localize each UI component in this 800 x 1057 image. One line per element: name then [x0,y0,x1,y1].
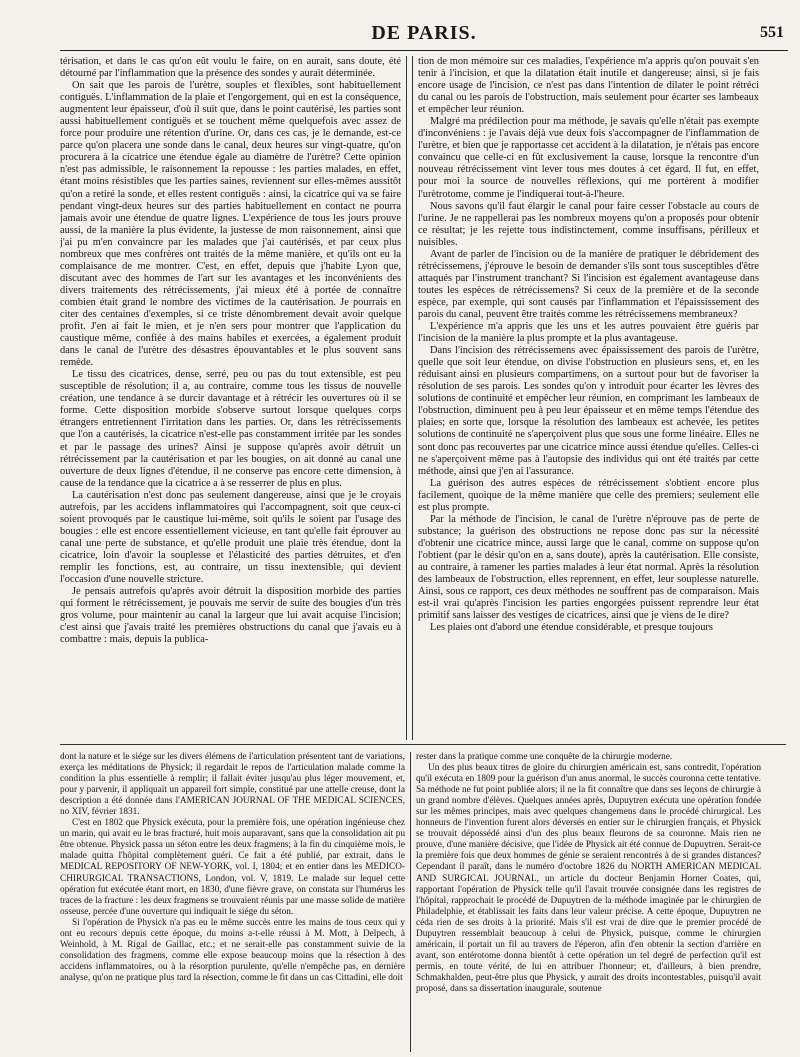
page-number: 551 [760,24,784,41]
column-divider [410,752,411,1052]
paragraph: térisation, et dans le cas qu'on eût voulu le faire, on en aurait, sans doute, été détourné par l'inflammation que la présence des sondes y aurait déterminée. [60,56,401,80]
paragraph: Malgré ma prédilection pour ma méthode, je savais qu'elle n'était pas exempte d'inconvéniens : je l'avais déjà vue deux fois s'accompagner de l'inflammation de l'urètre, et bien que je rapportasse cet accident à la dilatation, je n'étais pas encore convaincu que celle-ci en fût exclusivement la cause, lorsque la rencontre d'un nouveau rétrécissement vint lever tous mes doutes à cet égard. Il fut, en effet, pour moi la source de nouvelles réflexions, qui me portèrent à modifier l'urètrotome, comme je l'indiquerai tout-à-l'heure. [418,116,759,200]
paragraph: C'est en 1802 que Physick exécuta, pour la première fois, une opération ingénieuse chez un marin, qui avait eu le bras fracturé, huit mois auparavant, sans que la consolidation ait pu être obtenue. Physick passa un séton entre les deux fragmens; à la fin du cinquième mois, le malade quitta l'hôpital complètement guéri. Ce fait a été publié, par extrait, dans le MEDICAL REPOSITORY OF NEW-YORK, vol. I, 1804; et en entier dans les MEDICO-CHIRURGICAL TRANSACTIONS, London, vol. V, 1819. Le malade sur lequel cette opération fut exécutée étant mort, en 1830, d'une fièvre grave, on constata sur l'humérus les traces de la fracture : les deux fragmens se trouvaient réunis par une masse solide de matière osseuse, percée d'une ouverture qui indiquait le siége du séton. [60,818,405,917]
section-divider [60,744,786,745]
column-divider [406,56,413,740]
paragraph: Si l'opération de Physick n'a pas eu le même succès entre les mains de tous ceux qui y ont eu recours depuis cette époque, du moins a-t-elle réussi à M. Mott, à Delpech, à Weinhold, à M. Rigal de Gaillac, etc.; et ne serait-elle pas constamment suivie de la consolidation des fragmens, comme elle expose beaucoup moins que la résection à des accidens inflammatoires, ou à la résorption purulente, qu'elle n'empêche pas, en dernière analyse, qu'on ne pratique plus tard la résection, comme le fit dans un cas Cittadini, elle doit [60,917,405,983]
feuilleton-column-left [60,752,405,1052]
main-article [60,56,786,740]
paragraph: tion de mon mémoire sur ces maladies, l'expérience m'a appris qu'on pouvait s'en tenir à l'incision, et que la dilatation était inutile et dangereuse; ainsi, si je fais encore usage de l'incision, ce n'est pas dans l'intention de dilater le point rétréci du canal ou les parois de l'obstruction, mais seulement pour écarter ses lambeaux et empêcher leur réunion. [418,56,759,116]
paragraph: Les plaies ont d'abord une étendue considérable, et presque toujours [430,622,713,634]
column-left [60,56,401,740]
paragraph: L'expérience m'a appris que les uns et les autres pouvaient être guéris par l'incision de la manière la plus prompte et la plus avantageuse. [418,321,759,345]
page-title: DE PARIS. [371,22,477,44]
paragraph: Le tissu des cicatrices, dense, serré, peu ou pas du tout extensible, est peu susceptible de résolution; il a, au contraire, comme tous les tissus de nouvelle création, une tendance à se durcir davantage et à rétrécir les ouvertures où il se forme. Cette disposition morbide s'observe surtout lorsque quelques corps étrangers entretiennent l'irritation dans les parties. Or, dans les rétrécissements que l'on a cautérisés, la cicatrice n'est-elle pas constamment irritée par les sondes et par le passage des urines? Ainsi je suppose qu'après avoir détruit un rétrécissement par la cautérisation et par les bougies, on ait donné au canal une ouverture de deux lignes d'étendue, il ne conserve pas encore cette dimension, à cause de la tendance que la cicatrice a à se resserrer de plus en plus. [60,369,401,489]
feuilleton-column-right [416,752,761,1052]
page-header [60,8,788,51]
paragraph: La guérison des autres espèces de rétrécissement s'obtient encore plus facilement, quoique de la même manière que celle des premiers; seulement elle est plus prompte. [418,477,759,513]
paragraph: Nous savons qu'il faut élargir le canal pour faire cesser l'obstacle au cours de l'urine. Je ne rappellerai pas les nombreux moyens qu'on a proposés pour obtenir ce résultat; je les rejette tous indistinctement, comme insuffisans, périlleux et nuisibles. [418,200,759,248]
feuilleton [60,752,786,1052]
paragraph: rester dans la pratique comme une conquête de la chirurgie moderne. [416,752,673,762]
paragraph: Un des plus beaux titres de gloire du chirurgien américain est, sans contredit, l'opération qu'il exécuta en 1809 pour la guérison d'un anus anormal, le succès couronna cette tentative. Sa méthode ne fut point publiée alors; il ne la fit connaître que dans ses leçons de chirurgie à un grand nombre d'élèves. Quelques années après, Dupuytren exécuta une opération fondée sur les mêmes principes, mais avec quelques changemens dans le procédé chirurgical. Les honneurs de l'invention furent alors déversés en entier sur le chirurgien français, et Physick se trouvait dépossédé ainsi d'un des plus beaux fleurons de sa couronne. Mais rien ne prouve, d'une manière décisive, que l'idée de Physick ait été connue de Dupuytren. Serait-ce la première fois que deux hommes de génie se seraient rencontrés à de si grandes distances? Cependant il paraît, dans le numéro d'octobre 1826 du NORTH AMERICAN MEDICAL AND SURGICAL JOURNAL, un article du docteur Benjamin Horner Coates, qui, rapportant l'opération de Physick telle qu'il l'avait trouvée consignée dans les registres de l'hôpital, rapprochait le procédé de Dupuytren de la méthode imaginée par le chirurgien de Philadelphie, et établissait les faits dans leur valeur précise. A cette époque, Dupuytren ne céda rien de ses droits à la priorité. Mais s'il est vrai de dire que le premier procédé de Dupuytren ressemblait beaucoup à celui de Physick, puisque, comme le chirurgien américain, il portait un fil au travers de l'éperon, afin d'en obtenir la section d'arrière en avant, son entérotome donna bientôt à cette opération un tel degré de perfection qu'il est permis, en toute vérité, de lui en attribuer l'honneur; et, d'ailleurs, à bien prendre, Schmakhalden, peut-être plus que Physick, y aurait des droits incontestables, puisqu'il avait proposé, dans sa dissertation inaugurale, soutenue [416,763,761,994]
paragraph: Par la méthode de l'incision, le canal de l'urètre n'éprouve pas de perte de substance; la guérison des obstructions ne repose donc pas sur la nécessité d'obtenir une cicatrice mince, aussi large que le canal, comme on suppose qu'on l'obtient (par le désir qu'on en a, sans doute), après la cautérisation. Elle consiste, au contraire, à ramener les parties malades à leur état normal. Après la résolution des lambeaux de l'obstruction, elles reprennent, en effet, leur souplesse naturelle. Ainsi, sous ce rapport, ces deux méthodes ne souffrent pas de comparaison. Mais est-il vrai qu'après l'incision les parties engorgées puissent reprendre leur état primitif sans laisser des vestiges de cicatrices, ainsi que je viens de le dire? [418,513,759,622]
paragraph: dont la nature et le siége sur les divers élémens de l'articulation présentent tant de variations, exerça les méditations de Physick; il regardait le repos de l'articulation malade comme la condition la plus essentielle à remplir; il fallait éviter jusqu'au plus léger mouvement, et, pour y parvenir, il appliquait un appareil fort simple, constitué par une attelle creuse, dont la description a été donnée dans l'AMERICAN JOURNAL OF THE MEDICAL SCIENCES, no XIV, février 1831. [60,752,405,818]
paragraph: Je pensais autrefois qu'après avoir détruit la disposition morbide des parties qui forment le rétrécissement, je pouvais me servir de suite des bougies d'un très gros volume, pour maintenir au canal la largeur que lui avait acquise l'incision; c'est ainsi que j'avais traité les premières obstructions du canal que j'avais eu à combattre : mais, depuis la publica- [60,586,401,646]
paragraph: Dans l'incision des rétrécissemens avec épaississement des parois de l'urètre, quelle que soit leur étendue, on divise l'obstruction en plusieurs sens, et, en les réduisant ainsi en plusieurs compartimens, on a surtout pour but de favoriser la résolution de ses parois. Les sondes qu'on y introduit pour écarter les lèvres des solutions de continuité et empêcher leur réunion, en comprimant les lambeaux de l'obstruction, diminuent peu à peu leur épaisseur et en même temps l'étendue des plaies; en sorte que, lorsque la résolution des lambeaux est achevée, les petites solutions de continuité ne s'aperçoivent plus que sous une forme linéaire. Elles ne sont donc pas recouvertes par une cicatrice mince aussi étendue qu'elles. Celles-ci ne s'aperçoivent même pas à l'autopsie des individus qui ont été traités par cette méthode, ainsi que j'en ai l'assurance. [418,345,759,477]
paragraph: On sait que les parois de l'urètre, souples et flexibles, sont habituellement contiguës. L'inflammation de la plaie et l'engorgement, qui en est la conséquence, augmentent leur épaisseur, d'où il suit que, dans le point cautérisé, les parties sont aussi habituellement contiguës et se touchent même quelquefois avec assez de force pour produire une rétention d'urine. Or, dans ces cas, je le demande, est-ce parce qu'on placera une sonde dans le canal, deux heures sur vingt-quatre, qu'on procurera à la cicatrice une étendue égale au diamètre de l'urètre? Cette opinion n'est pas admissible, le raisonnement la repousse : les parties malades, en effet, étant moins résistibles que les parties saines, reviennent sur elles-mêmes aussitôt qu'on a retiré la sonde, et elles restent contiguës : ainsi, la cicatrice qui va se faire pendant vingt-deux heures sur des parties habituellement en contact ne pourra jamais avoir une étendue de quatre lignes. L'expérience de tous les jours prouve aussi, de la manière la plus évidente, la justesse de mon raisonnement, ainsi que j'ai pu m'en convaincre par les malades que j'ai cautérisés, et par ceux plus nombreux que mes confrères ont traités de la même manière, et qu'ils ont eu la complaisance de me montrer. C'est, en effet, depuis que j'habite Lyon que, discutant avec des hommes de l'art sur les avantages et les inconvénients des divers traitements des rétrécissements, j'ai mieux été à portée de connaître combien était grand le nombre des victimes de la cautérisation. Je pourrais en citer des centaines d'exemples, si ce triste dénombrement devait avoir quelque profit. J'en ai fait le mien, et je n'en sers pour montrer que l'application du caustique même, confiée à des mains habiles et exercées, a également produit dans le canal de l'urètre des désastres épouvantables et le plus souvent sans remède. [60,80,401,369]
paragraph: Avant de parler de l'incision ou de la manière de pratiquer le débridement des rétrécissemens, j'éprouve le besoin de demander s'ils sont tous susceptibles d'être attaqués par l'instrument tranchant? Si l'incision est également avantageuse dans toutes les espèces de rétrécissemens? Si ceux de la première et de la seconde espèce, par exemple, qui sont causés par l'inflammation et l'épaississement des parois du canal, peuvent être traités comme les rétrécissemens membraneux? [418,248,759,320]
paragraph: La cautérisation n'est donc pas seulement dangereuse, ainsi que je le croyais autrefois, par les accidens inflammatoires qui l'accompagnent, soit que ceux-ci soient provoqués par le caustique lui-même, soit qu'ils le soient par l'usage des bougies : elle est encore essentiellement vicieuse, en tant qu'elle fait éprouver au canal une perte de substance, et qu'elle produit une plaie très étendue, dont la cicatrice, loin d'avoir la souplesse et l'élasticité des parties détruites, et d'en remplir les fonctions, est, au contraire, un tissu inextensible, qui devient l'occasion d'une nouvelle stricture. [60,489,401,586]
column-right [418,56,759,740]
